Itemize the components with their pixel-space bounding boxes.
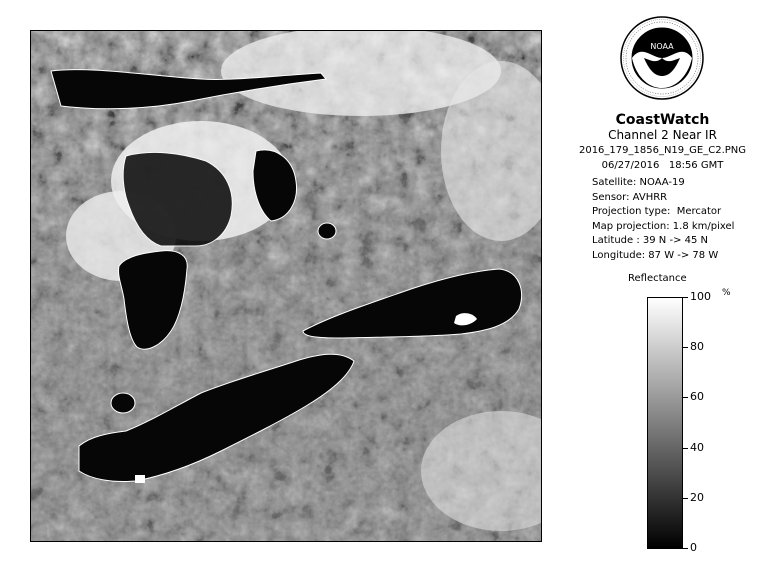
- meta-satellite: Satellite: NOAA-19: [592, 177, 685, 188]
- colorbar-tick: [683, 548, 688, 549]
- meta-longitude: Longitude: 87 W -> 78 W: [592, 249, 719, 261]
- legend-title: Reflectance: [628, 273, 687, 284]
- colorbar-tick: [683, 397, 688, 398]
- colorbar-tick-label: 100: [690, 290, 711, 303]
- lake-st-clair: [111, 393, 135, 413]
- meta-sensor: Sensor: AVHRR: [592, 191, 668, 203]
- colorbar-tick-label: 20: [690, 490, 704, 504]
- colorbar-tick-label: 60: [690, 390, 704, 404]
- colorbar-tick: [683, 498, 688, 499]
- logo-center-text: NOAA: [650, 42, 674, 51]
- satellite-image: [31, 31, 541, 541]
- colorbar-tick-label: 40: [690, 440, 704, 454]
- channel-subtitle: Channel 2 Near IR: [608, 128, 717, 142]
- colorbar-tick: [683, 297, 688, 298]
- meta-map-projection: Map projection: 1.8 km/pixel: [592, 220, 735, 232]
- meta-projection-type: Projection type: Mercator: [592, 206, 722, 218]
- legend-unit: %: [722, 288, 731, 298]
- colorbar-tick-label: 0: [690, 541, 697, 554]
- product-title: CoastWatch: [615, 112, 710, 128]
- noaa-logo: [620, 16, 704, 100]
- colorbar-tick-label: 80: [690, 340, 704, 354]
- reflectance-colorbar: [647, 297, 683, 549]
- info-panel: [560, 112, 765, 264]
- file-name: 2016_179_1856_N19_GE_C2.PNG: [578, 145, 747, 156]
- satellite-map: [30, 30, 542, 542]
- colorbar-tick: [683, 448, 688, 449]
- colorbar-tick: [683, 347, 688, 348]
- lake-simcoe: [318, 223, 336, 239]
- metadata-list: [560, 176, 765, 264]
- meta-latitude: Latitude : 39 N -> 45 N: [592, 235, 709, 247]
- date-time: 06/27/2016 18:56 GMT: [601, 160, 724, 171]
